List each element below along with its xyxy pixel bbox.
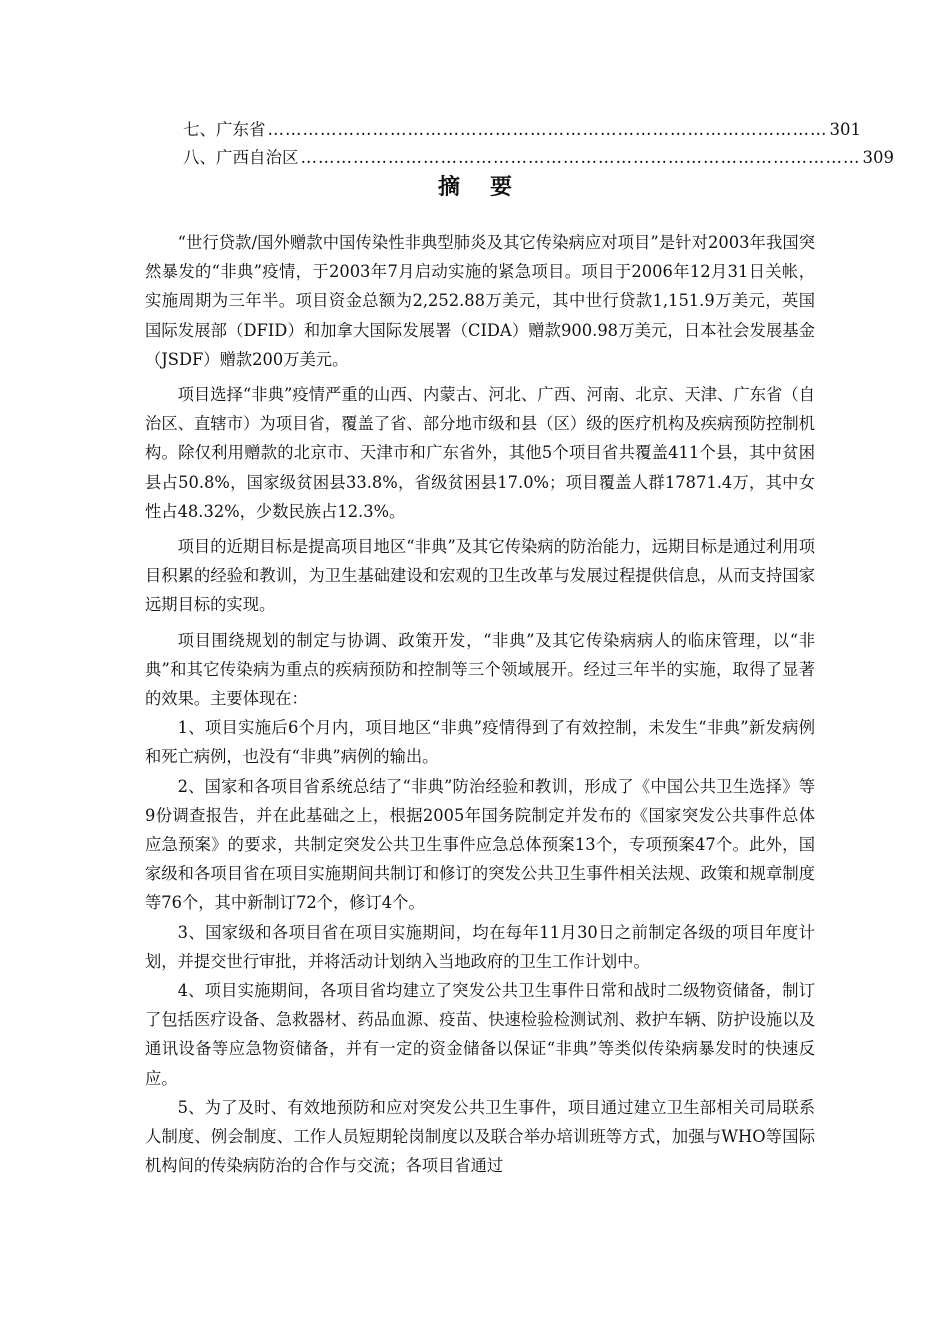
- paragraph-result-3: 3、国家级和各项目省在项目实施期间，均在每年11月30日之前制定各级的项目年度计划，并提交世行审批，并将活动计划纳入当地政府的卫生工作计划中。: [145, 922, 815, 971]
- paragraph-result-1: 1、项目实施后6个月内，项目地区“非典”疫情得到了有效控制，未发生“非典”新发病例和死亡病例，也没有“非典”病例的输出。: [145, 718, 815, 767]
- toc-entry-guangxi[interactable]: [183, 144, 894, 172]
- paragraph-result-5: 5、为了及时、有效地预防和应对突发公共卫生事件，项目通过建立卫生部相关司局联系人制度、例会制度、工作人员短期轮岗制度以及联合举办培训班等方式，加强与WHO等国际机构间的传染病防治的合作与交流；各项目省通过: [145, 1097, 815, 1176]
- paragraph-project-overview: “世行贷款/国外赠款中国传染性非典型肺炎及其它传染病应对项目”是针对2003年我国突然暴发的“非典”疫情，于2003年7月启动实施的紧急项目。项目于2006年12月31日关帐，实施周期为三年半。项目资金总额为2,252.88万美元，其中世行贷款1,151.9万美元，英国国际发展部（DFID）和加拿大国际发展署（CIDA）赠款900.98万美元，日本社会发展基金（JSDF）赠款200万美元。: [145, 233, 815, 369]
- toc-entry-label: 八、广西自治区: [183, 148, 299, 167]
- abstract-body: [145, 228, 815, 1181]
- toc-leader-dots: ……………………………………………………………………………………: [267, 120, 828, 139]
- toc-entry-label: 七、广东省: [183, 120, 266, 139]
- paragraph-result-4: 4、项目实施期间，各项目省均建立了突发公共卫生事件日常和战时二级物资储备，制订了包括医疗设备、急救器材、药品血源、疫苗、快速检验检测试剂、救护车辆、防护设施以及通讯设备等应急物资储备，并有一定的资金储备以保证“非典”等类似传染病暴发时的快速反应。: [145, 981, 815, 1088]
- paragraph-project-goals: 项目的近期目标是提高项目地区“非典”及其它传染病的防治能力，远期目标是通过利用项目积累的经验和教训，为卫生基础建设和宏观的卫生改革与发展过程提供信息，从而支持国家远期目标的实现。: [145, 537, 815, 615]
- toc-entry-guangdong[interactable]: [183, 116, 861, 144]
- paragraph-project-areas: 项目围绕规划的制定与协调、政策开发，“非典”及其它传染病病人的临床管理，以“非典”和其它传染病为重点的疾病预防和控制等三个领域展开。经过三年半的实施，取得了显著的效果。主要体现在：: [145, 630, 815, 709]
- abstract-title: 摘要: [437, 175, 542, 200]
- paragraph-project-scope: 项目选择“非典”疫情严重的山西、内蒙古、河北、广西、河南、北京、天津、广东省（自治区、直辖市）为项目省，覆盖了省、部分地市级和县（区）级的医疗机构及疾病预防控制机构。除仅利用赠款的北京市、天津市和广东省外，其他5个项目省共覆盖411个县，其中贫困县占50.8%，国家级贫困县33.8%，省级贫困县17.0%；项目覆盖人群17871.4万，其中女性占48.32%，少数民族占12.3%。: [145, 385, 815, 521]
- toc-leader-dots: ……………………………………………………………………………………: [300, 148, 861, 167]
- paragraph-result-2: 2、国家和各项目省系统总结了“非典”防治经验和教训，形成了《中国公共卫生选择》等9份调查报告，并在此基础之上，根据2005年国务院制定并发布的《国家突发公共事件总体应急预案》的要求，共制定突发公共卫生事件应急总体预案13个，专项预案47个。此外，国家级和各项目省在项目实施期间共制订和修订的突发公共卫生事件相关法规、政策和规章制度等76个，其中新制订72个，修订4个。: [145, 776, 815, 913]
- toc-page-number: 301: [829, 120, 861, 139]
- toc-page-number: 309: [862, 148, 894, 167]
- table-of-contents: [183, 116, 894, 172]
